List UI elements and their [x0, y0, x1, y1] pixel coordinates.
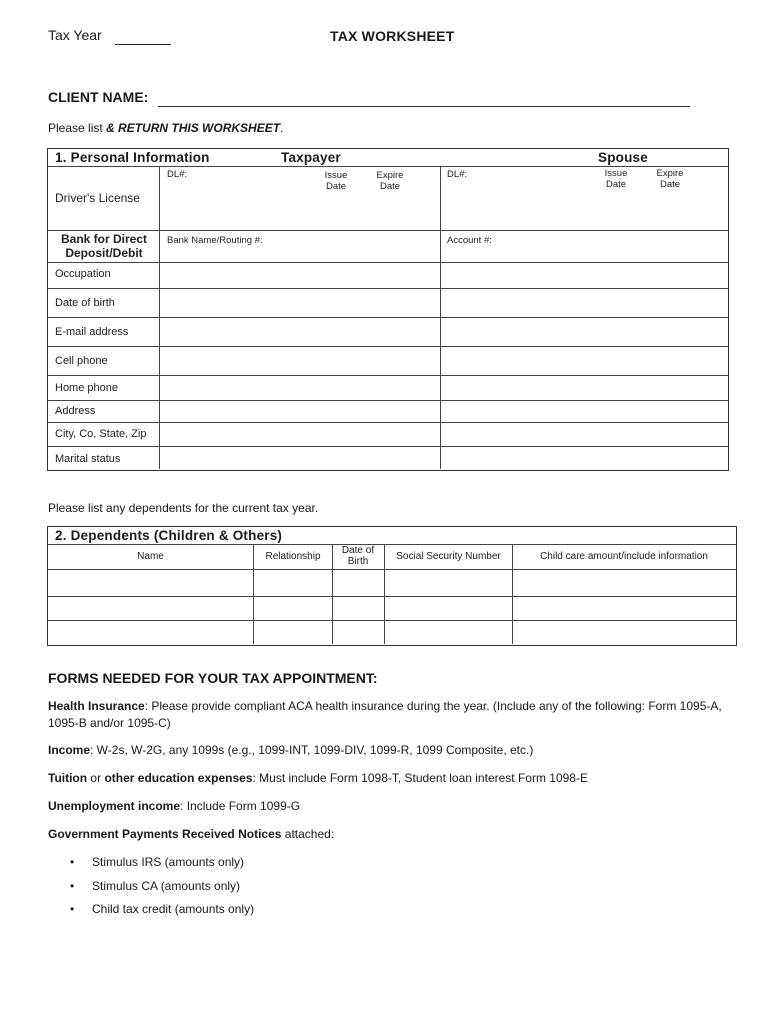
dependent-3-relationship-input[interactable]	[255, 622, 334, 644]
page-title: TAX WORKSHEET	[330, 28, 455, 44]
dependent-3-ssn-input[interactable]	[386, 622, 514, 644]
col-date-of-birth: Date of Birth	[341, 545, 375, 567]
tuition-paragraph	[48, 770, 728, 787]
instruction-emphasis: & RETURN THIS WORKSHEET	[106, 121, 281, 135]
tax-year-text: Tax Year	[48, 27, 102, 43]
bullet-text: Child tax credit (amounts only)	[92, 902, 255, 916]
health-insurance-text: : Please provide compliant ACA health insurance during the year. (Include any of the following: Form 1095-A, 1095-B and/or 1095-C)	[48, 699, 722, 730]
client-name-label: CLIENT NAME:	[48, 89, 149, 105]
dependent-3-name-input[interactable]	[49, 622, 255, 644]
dependent-3-dob-input[interactable]	[334, 622, 386, 644]
divider	[47, 346, 728, 347]
government-payments-paragraph	[48, 826, 728, 843]
bullet-icon: •	[70, 855, 75, 869]
dependents-intro: Please list any dependents for the current tax year.	[48, 501, 319, 515]
divider	[47, 166, 728, 167]
taxpayer-marital-status-input[interactable]	[161, 448, 442, 469]
dependent-2-name-input[interactable]	[49, 598, 255, 620]
marital-status-label: Marital status	[55, 453, 121, 465]
spouse-cell-phone-input[interactable]	[442, 348, 729, 375]
dependent-1-name-input[interactable]	[49, 571, 255, 596]
date-of-birth-label: Date of birth	[55, 297, 115, 309]
tax-year-label	[48, 27, 102, 43]
bullet-text: Stimulus CA (amounts only)	[92, 879, 241, 893]
instruction-text	[48, 121, 283, 135]
bank-routing-input[interactable]	[290, 232, 440, 262]
spouse-occupation-input[interactable]	[442, 264, 729, 288]
dependent-1-relationship-input[interactable]	[255, 571, 334, 596]
dependent-2-dob-input[interactable]	[334, 598, 386, 620]
dependent-2-relationship-input[interactable]	[255, 598, 334, 620]
education-expenses-label: other education expenses	[104, 771, 253, 785]
government-payments-label: Government Payments Received Notices	[48, 827, 282, 841]
taxpayer-occupation-input[interactable]	[161, 264, 442, 288]
taxpayer-dob-input[interactable]	[161, 290, 442, 317]
instruction-prefix: Please list	[48, 121, 107, 135]
spouse-dl-input[interactable]	[444, 196, 728, 228]
list-item	[70, 855, 244, 869]
taxpayer-dl-input[interactable]	[163, 196, 439, 228]
health-insurance-paragraph	[48, 698, 728, 732]
divider	[47, 230, 728, 231]
taxpayer-city-state-zip-input[interactable]	[161, 424, 442, 446]
dependent-1-ssn-input[interactable]	[386, 571, 514, 596]
section-1-title: 1. Personal Information	[55, 150, 210, 165]
account-number-input[interactable]	[500, 232, 728, 262]
bullet-text: Stimulus IRS (amounts only)	[92, 855, 245, 869]
city-state-zip-label: City, Co, State, Zip	[55, 428, 147, 440]
spouse-header: Spouse	[598, 150, 648, 165]
bank-direct-deposit-label: Bank for Direct Deposit/Debit	[60, 232, 148, 260]
tax-year-input[interactable]	[115, 28, 171, 45]
section-2-title: 2. Dependents (Children & Others)	[55, 528, 283, 543]
bank-routing-label: Bank Name/Routing #:	[167, 235, 263, 246]
unemployment-paragraph	[48, 798, 728, 815]
taxpayer-expire-date-label: Expire Date	[376, 170, 404, 192]
spouse-home-phone-input[interactable]	[442, 377, 729, 400]
bullet-icon: •	[70, 879, 75, 893]
taxpayer-issue-date-label: Issue Date	[324, 170, 348, 192]
col-name: Name	[137, 551, 164, 562]
spouse-dob-input[interactable]	[442, 290, 729, 317]
income-label: Income	[48, 743, 91, 757]
taxpayer-home-phone-input[interactable]	[161, 377, 442, 400]
dependent-1-dob-input[interactable]	[334, 571, 386, 596]
client-name-input[interactable]	[158, 89, 690, 107]
col-ssn: Social Security Number	[396, 551, 501, 562]
email-label: E-mail address	[55, 326, 129, 338]
account-number-label: Account #:	[447, 235, 492, 246]
dependent-2-ssn-input[interactable]	[386, 598, 514, 620]
divider	[47, 262, 728, 263]
unemployment-label: Unemployment income	[48, 799, 181, 813]
divider	[47, 544, 736, 545]
divider	[47, 620, 736, 621]
spouse-marital-status-input[interactable]	[442, 448, 729, 469]
cell-phone-label: Cell phone	[55, 355, 108, 367]
drivers-license-label: Driver's License	[55, 191, 140, 205]
spouse-issue-date-label: Issue Date	[604, 168, 628, 190]
dependent-2-childcare-input[interactable]	[514, 598, 737, 620]
divider	[159, 166, 160, 469]
list-item	[70, 879, 240, 893]
taxpayer-cell-phone-input[interactable]	[161, 348, 442, 375]
address-label: Address	[55, 405, 96, 417]
spouse-address-input[interactable]	[442, 402, 729, 422]
bullet-icon: •	[70, 902, 75, 916]
spouse-dl-label: DL#:	[447, 169, 468, 180]
occupation-label: Occupation	[55, 268, 111, 280]
divider	[47, 317, 728, 318]
taxpayer-email-input[interactable]	[161, 319, 442, 346]
taxpayer-address-input[interactable]	[161, 402, 442, 422]
tuition-or: or	[87, 771, 105, 785]
instruction-suffix: .	[280, 121, 284, 135]
spouse-expire-date-label: Expire Date	[656, 168, 684, 190]
taxpayer-dl-label: DL#:	[167, 169, 188, 180]
government-payments-text: attached:	[281, 827, 335, 841]
col-child-care: Child care amount/include information	[540, 551, 708, 562]
spouse-email-input[interactable]	[442, 319, 729, 346]
income-paragraph	[48, 742, 728, 759]
divider	[47, 422, 728, 423]
dependent-3-childcare-input[interactable]	[514, 622, 737, 644]
income-text: : W-2s, W-2G, any 1099s (e.g., 1099-INT, 1099-DIV, 1099-R, 1099 Composite, etc.)	[90, 743, 534, 757]
forms-needed-heading: FORMS NEEDED FOR YOUR TAX APPOINTMENT:	[48, 670, 378, 686]
divider	[47, 569, 736, 570]
unemployment-text: : Include Form 1099-G	[180, 799, 301, 813]
tuition-text: : Must include Form 1098-T, Student loan interest Form 1098-E	[252, 771, 588, 785]
tuition-label: Tuition	[48, 771, 88, 785]
health-insurance-label: Health Insurance	[48, 699, 145, 713]
col-relationship: Relationship	[265, 551, 321, 562]
divider	[47, 400, 728, 401]
divider	[47, 288, 728, 289]
divider	[47, 375, 728, 376]
home-phone-label: Home phone	[55, 382, 118, 394]
taxpayer-header: Taxpayer	[281, 150, 341, 165]
spouse-city-state-zip-input[interactable]	[442, 424, 729, 446]
divider	[47, 446, 728, 447]
dependent-1-childcare-input[interactable]	[514, 571, 737, 596]
list-item	[70, 902, 254, 916]
divider	[47, 596, 736, 597]
